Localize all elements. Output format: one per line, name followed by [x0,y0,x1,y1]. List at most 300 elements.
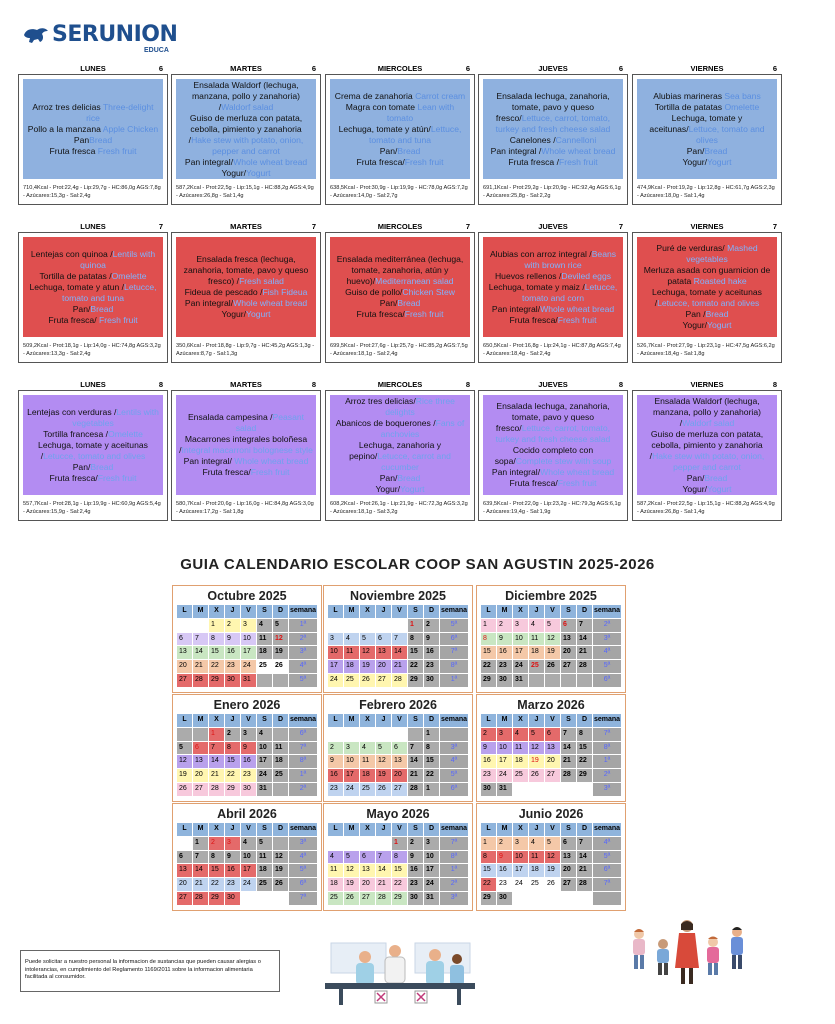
calendar-day: 19 [529,755,544,768]
dish-english: Rice three delights [385,395,455,417]
calendar-day: 30 [225,892,240,905]
calendar-day: 25 [257,878,272,891]
dish [486,467,620,478]
calendar-day: 15 [577,742,592,755]
dish-spanish: Puré de verduras/ [656,243,728,253]
calendar-month [476,585,626,693]
dish [179,467,313,478]
nutrition-info: 699,5Kcal - Prot:27,6g - Lip:25,7g - HC:85,2g AGS:7,5g - Azúcares:18,1g - Sal:2,4g [330,343,468,357]
calendar-day: 25 [529,660,544,673]
dish [179,254,313,287]
menu-dishes [176,395,316,495]
calendar-day: 17 [328,660,343,673]
calendar-day: 21 [209,769,224,782]
dish [640,102,774,113]
dish-spanish: Guiso de merluza con patata, cebolla, pimiento y zanahoria / [188,112,303,145]
calendar-day [273,728,288,741]
allergen-note: Puede solicitar a nuestro personal la informacion de sustancias que pueden causar alergias o intolerancias, en cumplimiento del Reglamento 1169/2011 sobre la informacion alimentaria facilitada al consumidor. [20,950,280,992]
weekday-header: J [376,605,391,618]
dish [333,124,467,146]
weekday-header: semana [593,823,621,836]
dish-spanish: Pan/ [686,472,705,483]
calendar-day: 10 [424,851,439,864]
dish-english: Deviled eggs [561,270,612,281]
calendar-day [344,837,359,850]
calendar-day: 25 [344,674,359,687]
calendar-day: 7 [193,633,208,646]
calendar-day: 7 [392,633,407,646]
week-label: 4ª [289,851,317,864]
calendar-day: 14 [577,633,592,646]
calendar-day: 27 [561,660,576,673]
calendar-day [561,674,576,687]
week-label: 5ª [593,851,621,864]
weekday-header: V [392,714,407,727]
calendar-day: 7 [376,851,391,864]
week-label: 2ª [289,783,317,796]
calendar-day: 20 [360,878,375,891]
dish-english: Fresh fruit [97,472,137,483]
dish-english: Whole wheat bread [540,467,615,477]
calendar-day [577,674,592,687]
day-header [633,63,781,75]
dish-spanish: Lechuga, tomate y atun / [29,281,125,292]
dish-english: Yogurt [400,483,425,494]
dish-spanish: Pan integral/ [491,303,541,314]
dish-english: Lettuce, tomato and olives [688,123,765,145]
calendar-title: GUIA CALENDARIO ESCOLAR COOP SAN AGUSTIN 2025-2026 [180,556,655,573]
dish [26,271,160,282]
calendar-day: 9 [497,851,512,864]
dish [486,157,620,168]
calendar-day: 19 [545,864,560,877]
menu-day [632,64,782,205]
calendar-day: 22 [408,660,423,673]
calendar-day [328,837,343,850]
calendar-day [392,619,407,632]
dish-english: Three-delight rice [86,101,154,123]
dish-english: Letucce, tomato and corn [521,281,618,303]
calendar-day [328,728,343,741]
calendar-day: 9 [225,851,240,864]
weekday-header: X [209,823,224,836]
weekday-header: L [177,714,192,727]
week-label: 3ª [440,742,468,755]
calendar-day: 13 [545,742,560,755]
calendar-day: 21 [561,755,576,768]
calendar-day: 28 [577,878,592,891]
calendar-day: 20 [561,864,576,877]
calendar-day: 13 [177,646,192,659]
calendar-day: 12 [529,742,544,755]
dish-english: Lean with tomato [386,101,455,123]
calendar-day: 22 [209,878,224,891]
dish-spanish: Arroz tres delicias/ [345,395,416,406]
calendar-day: 22 [481,878,496,891]
week-label: 5ª [289,864,317,877]
weekday-header: V [241,823,256,836]
calendar-day: 24 [344,783,359,796]
day-name: MIERCOLES [377,380,423,389]
calendar-day: 25 [257,660,272,673]
menu-dishes [176,237,316,337]
nutrition-info: 650,5Kcal - Prot:16,8g - Lip:24,1g - HC:87,8g AGS:7,4g - Azúcares:18,4g - Sal:2,4g [483,343,621,357]
dish-english: Omelette [108,428,143,439]
calendar-day: 13 [561,851,576,864]
week-number: 7 [311,222,316,231]
calendar-day: 6 [561,619,576,632]
day-name: JUEVES [538,380,568,389]
calendar-day: 20 [177,660,192,673]
dish-spanish: Lechuga, tomate y aceitunas / [38,439,148,461]
dish [26,135,160,146]
dish [26,462,160,473]
calendar-day [376,728,391,741]
week-label: 2ª [440,878,468,891]
week-number: 6 [772,64,777,73]
calendar-day: 16 [241,755,256,768]
week-number: 6 [158,64,163,73]
weekday-header: L [481,605,496,618]
calendar-day: 18 [344,660,359,673]
dish-spanish: Yogur/ [682,483,707,494]
calendar-day: 13 [177,864,192,877]
calendar-month [476,803,626,911]
day-header [19,221,167,233]
calendar-day: 31 [257,783,272,796]
menu-dishes [637,79,777,179]
calendar-day: 12 [273,851,288,864]
dish [333,396,467,418]
calendar-day: 5 [344,851,359,864]
month-name: Enero 2026 [213,698,281,712]
logo-wordmark: SERUNION [52,22,178,47]
calendar-day: 24 [241,660,256,673]
dish [486,91,620,135]
week-label: 7ª [289,892,317,905]
calendar-day: 1 [424,783,439,796]
nutrition-info: 350,6Kcal - Prot:18,8g - Lip:9,7g - HC:45,2g AGS:1,3g - Azúcares:8,7g - Sal:1,3g [176,343,315,357]
calendar-day [193,728,208,741]
weekday-header: semana [440,605,468,618]
week-label: 7ª [593,878,621,891]
week-label: 7ª [440,837,468,850]
day-header [172,63,320,75]
dish-english: Bread [705,309,729,319]
menu-day [478,222,628,363]
day-name: LUNES [80,380,106,389]
dish-english: Whole wheat bread [541,145,616,156]
dish-spanish: Pollo a la manzana [27,123,103,134]
month-name: Febrero 2026 [359,698,437,712]
weekday-header: X [360,714,375,727]
dish-english: Lettuce, carrot, tomato, turkey and fresh cheese salad [495,423,611,444]
calendar-day: 4 [344,633,359,646]
weekday-header: J [376,714,391,727]
dish [26,429,160,440]
calendar-day: 22 [577,755,592,768]
day-header [479,379,627,391]
nutrition-info: 710,4Kcal - Prot:22,4g - Lip:29,7g - HC:86,0g AGS:7,8g - Azúcares:15,3g - Sal:2,4g [23,185,161,199]
weekday-header: D [424,605,439,618]
weekday-header: S [257,605,272,618]
weekday-header: S [408,714,423,727]
calendar-day: 10 [513,633,528,646]
dish-english: Whole wheat bread [233,156,308,167]
dish-english: Bread [397,145,421,156]
calendar-day: 21 [577,646,592,659]
calendar-day: 4 [513,728,528,741]
calendar-day: 31 [513,674,528,687]
calendar-month [172,803,322,911]
calendar-day: 18 [360,769,375,782]
calendar-day: 9 [481,742,496,755]
dish-spanish: Tortilla de patatas [654,101,725,112]
week-label: 5ª [440,619,468,632]
week-label: 2ª [593,619,621,632]
weekday-header: J [376,823,391,836]
week-label: 4ª [289,660,317,673]
calendar-day: 5 [545,837,560,850]
menu-day [325,64,475,205]
calendar-day: 13 [392,755,407,768]
week-label: 5ª [289,674,317,687]
dish-spanish: Ensalada Waldorf (lechuga, manzana, pollo y zanahoria) / [653,395,761,428]
dish-spanish: Magra con tomate [345,101,418,112]
dish [640,113,774,146]
day-name: LUNES [80,222,106,231]
calendar-day: 21 [193,878,208,891]
week-label [593,892,621,905]
calendar-day: 26 [344,892,359,905]
week-label: 8ª [593,742,621,755]
dish-english: Lettuce, tomato and tuna [368,123,462,145]
day-header [172,379,320,391]
day-header [633,379,781,391]
calendar-day: 27 [177,674,192,687]
weekday-header: L [481,823,496,836]
dish [179,157,313,168]
calendar-day: 7 [577,619,592,632]
calendar-day: 30 [497,674,512,687]
calendar-day: 25 [273,769,288,782]
dish-spanish: Alubias con arroz integral / [489,248,592,259]
dish-english: Carrot cream [415,90,466,101]
menu-day [171,222,321,363]
calendar-day: 5 [177,742,192,755]
dish-spanish: Yogur/ [682,320,707,330]
calendar-day: 2 [424,619,439,632]
calendar-day: 18 [529,646,544,659]
calendar-day: 8 [481,633,496,646]
weekday-header: D [273,605,288,618]
weekday-header: X [513,605,528,618]
calendar-day: 2 [408,837,423,850]
dish [640,309,774,320]
weekday-header: semana [289,714,317,727]
weekday-header: D [577,823,592,836]
calendar-day [360,728,375,741]
dish-english: Roasted hake [693,276,747,286]
calendar-day [273,783,288,796]
day-header [172,221,320,233]
dish [179,168,313,179]
calendar-day: 19 [360,660,375,673]
dish-spanish: Pan/ [686,145,705,156]
dish-english: Fresh fruit [404,309,444,319]
day-header [326,221,474,233]
calendar-day: 14 [392,646,407,659]
day-name: LUNES [80,64,106,73]
calendar-day: 21 [193,660,208,673]
dish [26,282,160,304]
calendar-day: 1 [392,837,407,850]
calendar-day: 29 [408,674,423,687]
calendar-day [273,892,288,905]
weekday-header: M [497,605,512,618]
dish-english: Bread [397,298,421,308]
dish [486,315,620,326]
dish-english: Mashed vegetables [686,243,758,264]
weekday-header: S [561,714,576,727]
calendar-day: 12 [545,851,560,864]
nutrition-info: 526,7Kcal - Prot:27,9g - Lip:23,1g - HC:47,5g AGS:6,2g - Azúcares:18,4g - Sal:1,8g [637,343,775,357]
weekday-header: M [344,823,359,836]
weekday-header: semana [289,605,317,618]
weekday-header: V [241,714,256,727]
week-number: 7 [465,222,470,231]
dish-english: Lentils with quinoa [80,248,156,270]
calendar-day: 7 [561,728,576,741]
dish [640,429,774,473]
calendar-day: 28 [408,783,423,796]
weekday-header: V [545,714,560,727]
calendar-day: 10 [241,633,256,646]
dish [486,135,620,146]
calendar-day: 4 [529,837,544,850]
calendar-day: 23 [497,878,512,891]
dish-english: Apple Chicken [102,123,159,134]
day-name: JUEVES [538,64,568,73]
calendar-day: 16 [328,769,343,782]
weekday-header: S [257,823,272,836]
week-number: 7 [772,222,777,231]
day-header [633,221,781,233]
weekday-header: M [497,823,512,836]
dish [333,287,467,298]
week-label: 4ª [440,755,468,768]
calendar-day [328,619,343,632]
dish-spanish: Fruta fresca/ [509,314,558,325]
calendar-day: 27 [545,769,560,782]
day-header [19,63,167,75]
month-name: Abril 2026 [217,807,277,821]
calendar-day: 25 [360,783,375,796]
calendar-day: 26 [360,674,375,687]
calendar-day: 11 [529,633,544,646]
dish-spanish: Merluza asada con guarnicion de patata [643,265,771,286]
dish [179,412,313,434]
calendar-day: 29 [577,769,592,782]
calendar-day: 3 [344,742,359,755]
month-grid [177,714,317,796]
calendar-day [376,619,391,632]
calendar-day: 24 [328,674,343,687]
nutrition-info: 639,5Kcal - Prot:22,0g - Lip:23,2g - HC:79,3g AGS:6,1g - Azúcares:19,4g - Sal:1,9g [483,501,621,515]
dish [179,434,313,456]
dish [26,124,160,135]
dish-english: Bread [90,461,114,472]
calendar-day [241,892,256,905]
dish-english: Mediterranean salad [375,276,454,286]
menu-day [18,64,168,205]
dish-english: Whole wheat bread [233,298,308,308]
weekday-header: D [273,823,288,836]
dish-spanish: Fruta fresca / [508,156,559,167]
calendar-month [172,585,322,693]
calendar-day: 4 [529,619,544,632]
calendar-day: 3 [497,728,512,741]
month-grid [328,823,468,905]
dish-spanish: Ensalada lechuga, zanahoria, tomate, pavo y queso fresco/ [495,90,610,123]
calendar-day: 1 [424,728,439,741]
month-grid [481,823,621,905]
dish-spanish: Canelones / [509,134,556,145]
week-number: 8 [465,380,470,389]
weekday-header: D [424,714,439,727]
dish-english: Yogurt [246,309,271,319]
dish-english: Letucce, carrot and cucumber [377,450,451,472]
calendar-day: 20 [376,660,391,673]
dish [333,473,467,484]
dish [486,304,620,315]
week-label: 3ª [289,646,317,659]
week-label: 4ª [593,646,621,659]
dish-english: Integral macarroni bolognese style [181,445,313,455]
dish [26,102,160,124]
calendar-day: 21 [408,769,423,782]
weekday-header: M [344,714,359,727]
calendar-day [513,783,528,796]
calendar-day: 27 [392,783,407,796]
weekday-header: J [225,605,240,618]
dish-spanish: Guiso de pollo/ [345,287,403,297]
dish-english: Cannelloni [555,134,597,145]
calendar-day: 3 [424,837,439,850]
dish-spanish: Lentejas con verduras / [27,406,117,417]
calendar-day: 29 [209,892,224,905]
calendar-day: 16 [408,864,423,877]
calendar-day: 2 [497,837,512,850]
week-number: 8 [158,380,163,389]
nutrition-info: 587,2Kcal - Prot:22,5g - Lip:15,1g - HC:88,2g AGS:4,9g - Azúcares:26,8g - Sal:1,4g [637,501,775,515]
dish-english: Fresh fruit [250,467,290,477]
serunion-logo [22,22,182,52]
calendar-day: 15 [209,646,224,659]
calendar-day: 14 [193,646,208,659]
calendar-day: 28 [561,769,576,782]
month-name: Diciembre 2025 [505,589,597,603]
dish-english: Letucce, tomato and olives [657,298,760,308]
dish-english: Hake stew with potato, onion, pepper and carrot [191,134,304,156]
nutrition-info: 638,5Kcal - Prot:30,9g - Lip:19,9g - HC:78,0g AGS:7,2g - Azúcares:14,0g - Sal:2,7g [330,185,468,199]
calendar-day: 9 [241,742,256,755]
calendar-day: 22 [209,660,224,673]
calendar-day: 12 [177,755,192,768]
calendar-day: 7 [408,742,423,755]
dish [333,91,467,102]
calendar-day: 14 [209,755,224,768]
